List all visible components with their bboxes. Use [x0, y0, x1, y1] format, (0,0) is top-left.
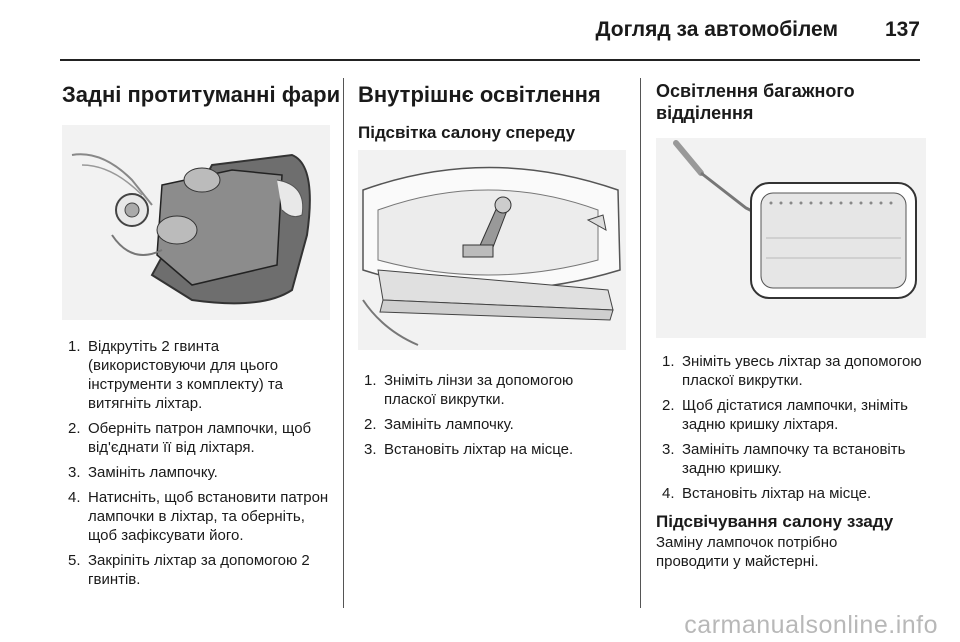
- list-item: 4. Встановіть ліхтар на місце.: [662, 485, 872, 502]
- fog-light-steps: [62, 337, 330, 595]
- watermark: carmanualsonline.info: [684, 611, 938, 639]
- rear-light-title: Підсвічування салону ззаду: [656, 512, 894, 531]
- trunk-light-illustration: [656, 138, 926, 338]
- front-light-steps: [358, 371, 626, 465]
- header-title: Догляд за автомобілем: [595, 18, 838, 41]
- list-item: 3. Замініть лампочку.: [68, 464, 218, 481]
- header-rule: [60, 59, 920, 61]
- list-item: 1. Зніміть увесь ліхтар за допомогою пласкої викрутки.: [662, 353, 922, 389]
- section-title: Освітлення багажного відділення: [656, 81, 855, 123]
- list-item: 3. Замініть лампочку та встановіть задню кришку.: [662, 441, 906, 477]
- rear-light-text: Заміну лампочок потрібно проводити у майстерні.: [656, 534, 838, 570]
- fog-light-illustration: [62, 125, 330, 320]
- column-divider: [343, 78, 344, 608]
- list-item: 1. Зніміть лінзи за допомогою пласкої викрутки.: [364, 372, 574, 408]
- section-title: Задні протитуманні фари: [62, 82, 341, 107]
- page-number: 137: [884, 18, 920, 41]
- list-item: 1. Відкрутіть 2 гвинта (використовуючи для цього інструменти з комплекту) та витягніть ліхтар.: [68, 338, 283, 412]
- rear-light-note: [656, 511, 926, 571]
- list-item: 4. Натисніть, щоб встановити патрон лампочки в ліхтар, та оберніть, щоб зафіксувати його.: [68, 489, 329, 544]
- section-interior-lighting: [358, 70, 626, 144]
- list-item: 2. Оберніть патрон лампочки, щоб від'єднати її від ліхтаря.: [68, 420, 312, 456]
- section-trunk-lighting: [656, 70, 926, 124]
- list-item: 2. Щоб дістатися лампочки, зніміть задню кришку ліхтаря.: [662, 397, 908, 433]
- trunk-light-steps: [656, 352, 926, 509]
- section-subtitle: Підсвітка салону спереду: [358, 123, 576, 142]
- front-courtesy-light-illustration: [358, 150, 626, 350]
- list-item: 5. Закріпіть ліхтар за допомогою 2 гвинтів.: [68, 552, 310, 588]
- section-rear-fog-lights: [62, 70, 341, 108]
- page-header: [0, 0, 960, 60]
- list-item: 2. Замініть лампочку.: [364, 416, 514, 433]
- list-item: 3. Встановіть ліхтар на місце.: [364, 441, 574, 458]
- section-title: Внутрішнє освітлення: [358, 82, 601, 107]
- column-divider: [640, 78, 641, 608]
